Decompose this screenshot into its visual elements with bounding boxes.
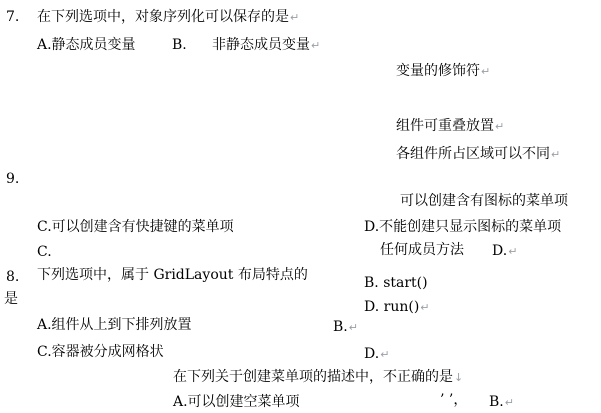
paragraph-mark-icon: ↵ [380, 348, 390, 361]
paragraph-mark-icon: ↵ [420, 301, 430, 314]
question-7-number: 7. [6, 9, 20, 25]
paragraph-mark-icon: ↵ [311, 39, 321, 52]
menu-question-text: 在下列关于创建菜单项的描述中，不正确的是 [173, 369, 453, 385]
option-d-run-line [364, 298, 430, 317]
paragraph-mark-icon: ↵ [551, 148, 561, 161]
option-b-nonstatic-members: 非静态成员变量 [212, 37, 310, 53]
option-a-top-down: A.组件从上到下排列放置 [37, 317, 192, 333]
overlap-line [396, 117, 504, 136]
quote-marks: ’ ’， [440, 392, 468, 408]
icon-menu-item-text: 可以创建含有图标的菜单项 [400, 193, 568, 209]
question-7-text: 在下列选项中，对象序列化可以保存的是 [37, 9, 289, 25]
line-break-arrow-icon: ↓ [454, 371, 464, 384]
question-8-number: 8. [6, 269, 20, 285]
option-b-line-3 [489, 393, 514, 412]
option-d-label: D. [492, 243, 508, 259]
variable-modifier-text: 变量的修饰符 [396, 63, 480, 79]
option-d-icon-only-menu-item: D.不能创建只显示图标的菜单项 [364, 219, 562, 235]
paragraph-mark-icon: ↵ [290, 11, 300, 24]
option-d-label: D. [364, 346, 380, 362]
paragraph-mark-icon: ↵ [504, 396, 514, 409]
question-7-text-line [37, 8, 299, 27]
option-c-grid: C.容器被分成网格状 [37, 344, 164, 360]
option-b-line [212, 36, 320, 55]
option-d-run: D. run() [364, 299, 420, 315]
option-b-start: B. start() [364, 275, 428, 291]
option-d-line-2 [364, 345, 389, 364]
option-b-label: B. [489, 394, 504, 410]
paragraph-mark-icon: ↵ [495, 120, 505, 133]
menu-question-line [173, 368, 463, 387]
paragraph-mark-icon: ↵ [481, 65, 491, 78]
option-c-label: C. [37, 244, 52, 260]
question-9-number: 9. [6, 171, 20, 187]
option-a-empty-menu-item: A.可以创建空菜单项 [173, 394, 300, 410]
option-b-line-2 [333, 318, 358, 337]
paragraph-mark-icon: ↵ [508, 245, 518, 258]
paragraph-mark-icon: ↵ [348, 321, 358, 334]
regions-line [396, 145, 560, 164]
option-c-shortcut-menu-item: C.可以创建含有快捷键的菜单项 [37, 219, 234, 235]
question-8-tail: 是 [4, 291, 18, 307]
option-b-label: B. [172, 37, 187, 53]
component-regions-text: 各组件所占区域可以不同 [396, 146, 550, 162]
question-8-text: 下列选项中，属于 GridLayout 布局特点的 [37, 267, 308, 283]
any-member-method-text: 任何成员方法 [380, 242, 464, 258]
modifier-line [396, 62, 490, 81]
option-a-static-members: A.静态成员变量 [37, 37, 136, 53]
option-b-label: B. [333, 319, 348, 335]
components-overlap-text: 组件可重叠放置 [396, 118, 494, 134]
option-d-line [492, 242, 517, 261]
